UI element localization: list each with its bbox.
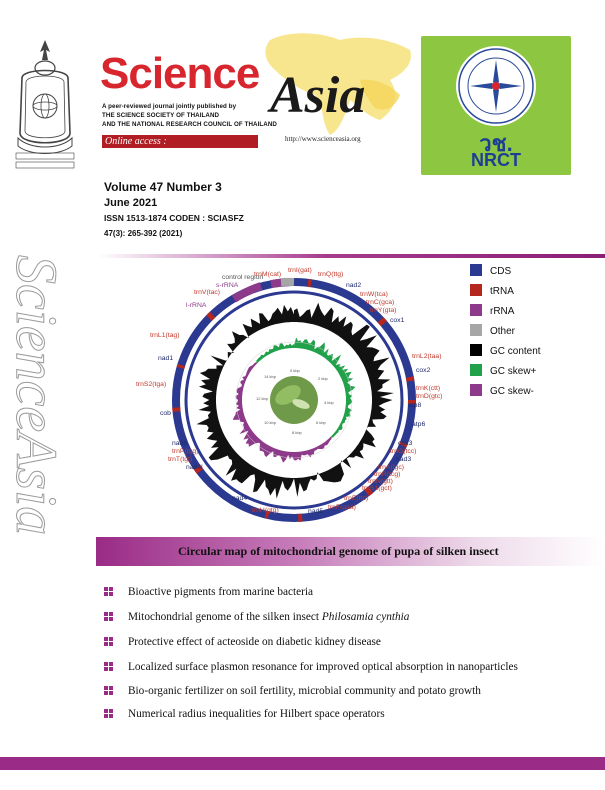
label-trnT: trnT(tgt) (168, 456, 193, 463)
figure-caption: Circular map of mitochondrial genome of pupa of silken insect (178, 544, 499, 558)
issn-coden: ISSN 1513-1874 CODEN : SCIASFZ (104, 213, 244, 223)
article-title: Protective effect of acteoside on diabetic kidney disease (128, 636, 381, 648)
label-trnV: trnV(tac) (194, 289, 221, 296)
label-trnA: trnA(tgc) (378, 464, 405, 471)
label-trnD: trnD(gtc) (416, 393, 443, 400)
label-trnK: trnK(ctt) (416, 385, 441, 392)
tick-2kbp: 2 kbp (318, 376, 328, 381)
article-title: Localized surface plasmon resonance for improved optical absorption in nanoparticles (128, 661, 518, 673)
bullet-icon (104, 662, 113, 671)
legend-rrna: rRNA (490, 306, 515, 317)
label-trnQ: trnQ(ttg) (318, 271, 344, 278)
label-trnC: trnC(gca) (366, 299, 395, 306)
legend-gc-skew-pos: GC skew+ (490, 366, 537, 377)
label-trnN: trnN(gtt) (368, 478, 393, 485)
issue-date: June 2021 (104, 197, 158, 209)
tick-14kbp: 14 kbp (264, 374, 277, 379)
label-s-rrna: s-rRNA (216, 282, 239, 289)
mitochondrial-genome-map (96, 262, 604, 534)
label-trnI: trnI(gat) (288, 267, 312, 274)
article-title: Bioactive pigments from marine bacteria (128, 586, 314, 598)
figure-caption-bar (96, 537, 604, 566)
legend-gc-content: GC content (490, 346, 541, 357)
label-trnF: trnF(gaa) (328, 504, 356, 511)
tick-6kbp: 6 kbp (316, 420, 326, 425)
article-title: Mitochondrial genome of the silken insect Philosamia cynthia (128, 611, 410, 623)
section-divider (98, 254, 605, 258)
label-trnE: trnE(ttc) (344, 495, 369, 502)
label-trnP: trnP(tgg) (172, 448, 199, 455)
legend-other: Other (490, 326, 516, 337)
label-trnY: trnY(gta) (370, 307, 397, 314)
nrct-abbr: NRCT (471, 150, 521, 170)
nrct-thai-text: วช. (479, 131, 513, 156)
label-nad3: nad3 (396, 456, 412, 463)
volume-number: Volume 47 Number 3 (104, 180, 222, 194)
label-atp6: atp6 (412, 421, 426, 428)
tick-8kbp: 8 kbp (292, 430, 302, 435)
label-cob: cob (160, 410, 171, 417)
website-link[interactable]: http://www.scienceasia.org (285, 135, 361, 143)
tick-4kbp: 4 kbp (324, 400, 334, 405)
label-cox1: cox1 (390, 317, 405, 324)
label-nad1: nad1 (158, 355, 174, 362)
vertical-journal-wordmark: ScienceAsia (4, 255, 69, 536)
label-trnW: trnW(tca) (360, 291, 388, 298)
publisher-line-3: AND THE NATIONAL RESEARCH COUNCIL OF THAILAND (102, 121, 277, 128)
journal-name-science: Science (100, 49, 260, 98)
footer-bar (0, 757, 605, 770)
label-cox2: cox2 (416, 367, 431, 374)
bullet-icon (104, 612, 113, 621)
science-society-seal-icon (10, 38, 80, 173)
label-trnG: trnG(tcc) (390, 448, 417, 455)
label-trnL1: trnL1(tag) (150, 332, 180, 339)
bullet-icon (104, 709, 113, 718)
figure-legend (470, 264, 541, 397)
legend-cds: CDS (490, 266, 512, 277)
legend-gc-skew-neg: GC skew- (490, 386, 534, 397)
label-nad5: nad5 (308, 508, 324, 515)
label-atp8: atp8 (408, 402, 422, 409)
label-trnS1: trnS1(gct) (362, 485, 392, 492)
publisher-line-2: THE SCIENCE SOCIETY OF THAILAND (102, 112, 220, 119)
legend-trna: tRNA (490, 286, 514, 297)
label-trnR: trnR(tcg) (374, 471, 401, 478)
label-nad6: nad6 (172, 440, 188, 447)
nrct-logo (421, 36, 571, 175)
page-range: 47(3): 265-392 (2021) (104, 229, 183, 238)
article-title: Numerical radius inequalities for Hilbert space operators (128, 708, 385, 720)
label-trnM: trnM(cat) (254, 271, 282, 278)
tick-10kbp: 10 kbp (264, 420, 277, 425)
publisher-line-1: A peer-reviewed journal jointly published by (102, 103, 237, 110)
bullet-icon (104, 587, 113, 596)
label-cox3: cox3 (398, 440, 413, 447)
online-access-label: Online access : (102, 135, 258, 148)
journal-name-asia: Asia (270, 67, 366, 124)
bullet-icon (104, 637, 113, 646)
label-trnH: trnH(gtg) (252, 507, 279, 514)
label-nad4: nad4 (232, 495, 248, 502)
article-title: Bio-organic fertilizer on soil fertility, microbial community and potato growth (128, 685, 481, 697)
tick-0kbp: 0 kbp (290, 368, 300, 373)
label-trnL2: trnL2(taa) (412, 353, 442, 360)
tick-12kbp: 12 kbp (256, 396, 269, 401)
bullet-icon (104, 686, 113, 695)
label-trnS2: trnS2(tga) (136, 381, 167, 388)
label-nad2: nad2 (346, 282, 362, 289)
label-l-rrna: l-rRNA (186, 302, 207, 309)
label-control-region: control region (222, 274, 264, 281)
label-nad4l: nad4l (186, 464, 203, 471)
